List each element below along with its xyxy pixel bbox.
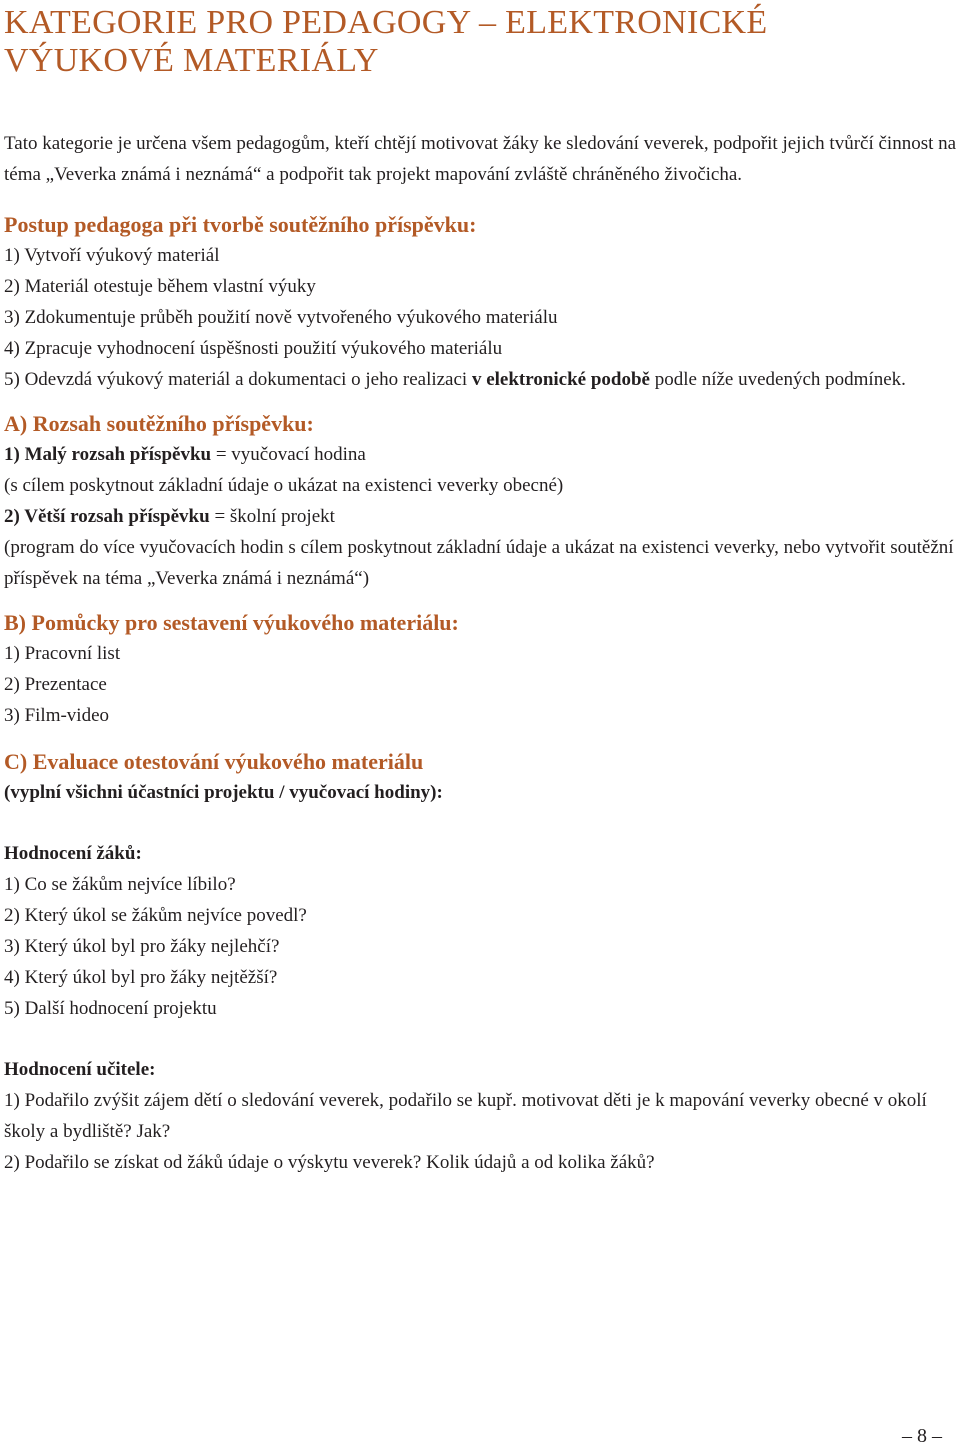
section-a-item-2-note: (program do více vyučovacích hodin s cílem poskytnout základní údaje a ukázat na existenci veverky, nebo vytvořit soutěžní příspěvek na téma „Veverka známá i neznámá“)	[4, 537, 954, 589]
section-a-item-2-bold: 2) Větší rozsah příspěvku	[4, 506, 210, 527]
intro-paragraph: Tato kategorie je určena všem pedagogům, kteří chtějí motivovat žáky ke sledování veverek, podpořit jejich tvůrčí činnost na téma „Veverka známá i neznámá“ a podpořit tak projekt mapování zvláště chráněného živočicha.	[4, 133, 957, 185]
postup-item: 3) Zdokumentuje průběh použití nově vytvořeného výukového materiálu	[4, 307, 558, 328]
page-title	[4, 4, 958, 80]
pupils-evaluation	[4, 838, 958, 1024]
section-c-heading: C) Evaluace otestování výukového materiálu	[4, 749, 424, 774]
teacher-heading: Hodnocení učitele:	[4, 1059, 156, 1080]
title-line-1: KATEGORIE PRO PEDAGOGY – ELEKTRONICKÉ	[4, 4, 768, 41]
teacher-item: 2) Podařilo se získat od žáků údaje o výskytu veverek? Kolik údajů a od kolika žáků?	[4, 1152, 655, 1173]
postup-heading: Postup pedagoga při tvorbě soutěžního příspěvku:	[4, 212, 477, 237]
pupils-item: 5) Další hodnocení projektu	[4, 998, 217, 1019]
title-line-2: VÝUKOVÉ MATERIÁLY	[4, 42, 379, 79]
teacher-evaluation	[4, 1054, 958, 1178]
pupils-item: 3) Který úkol byl pro žáky nejlehčí?	[4, 936, 280, 957]
postup-item-5-bold: v elektronické podobě	[471, 369, 650, 390]
section-b	[4, 608, 958, 731]
section-b-heading: B) Pomůcky pro sestavení výukového materiálu:	[4, 610, 459, 635]
section-a-item-1-note: (s cílem poskytnout základní údaje o ukázat na existenci veverky obecné)	[4, 475, 564, 496]
section-a-heading: A) Rozsah soutěžního příspěvku:	[4, 411, 314, 436]
section-a-item-1	[4, 439, 958, 470]
section-b-item: 2) Prezentace	[4, 674, 107, 695]
pupils-heading: Hodnocení žáků:	[4, 843, 142, 864]
postup-item-5-pre: 5) Odevzdá výukový materiál a dokumentaci o jeho realizaci	[4, 369, 472, 390]
section-c	[4, 747, 958, 1178]
postup-item: 4) Zpracuje vyhodnocení úspěšnosti použití výukového materiálu	[4, 338, 503, 359]
section-a-item-1-rest: = vyučovací hodina	[211, 444, 366, 465]
postup-item-5-post: podle níže uvedených podmínek.	[650, 369, 906, 390]
section-postup	[4, 210, 958, 395]
section-c-subheading: (vyplní všichni účastníci projektu / vyučovací hodiny):	[4, 782, 443, 803]
section-a	[4, 409, 958, 594]
postup-item: 1) Vytvoří výukový materiál	[4, 245, 220, 266]
teacher-item: 1) Podařilo zvýšit zájem dětí o sledování veverek, podařilo se kupř. motivovat děti je k mapování veverky obecné v okolí školy a bydliště? Jak?	[4, 1090, 927, 1142]
pupils-item: 4) Který úkol byl pro žáky nejtěžší?	[4, 967, 278, 988]
pupils-item: 1) Co se žákům nejvíce líbilo?	[4, 874, 236, 895]
section-b-item: 3) Film-video	[4, 705, 110, 726]
section-a-item-1-bold: 1) Malý rozsah příspěvku	[4, 444, 212, 465]
section-a-item-2-rest: = školní projekt	[209, 506, 335, 527]
section-a-item-2	[4, 501, 958, 532]
section-b-item: 1) Pracovní list	[4, 643, 121, 664]
postup-item-5	[4, 364, 958, 395]
document-page	[4, 0, 958, 1178]
pupils-item: 2) Který úkol se žákům nejvíce povedl?	[4, 905, 307, 926]
postup-item: 2) Materiál otestuje během vlastní výuky	[4, 276, 316, 297]
page-number: – 8 –	[902, 1425, 942, 1447]
